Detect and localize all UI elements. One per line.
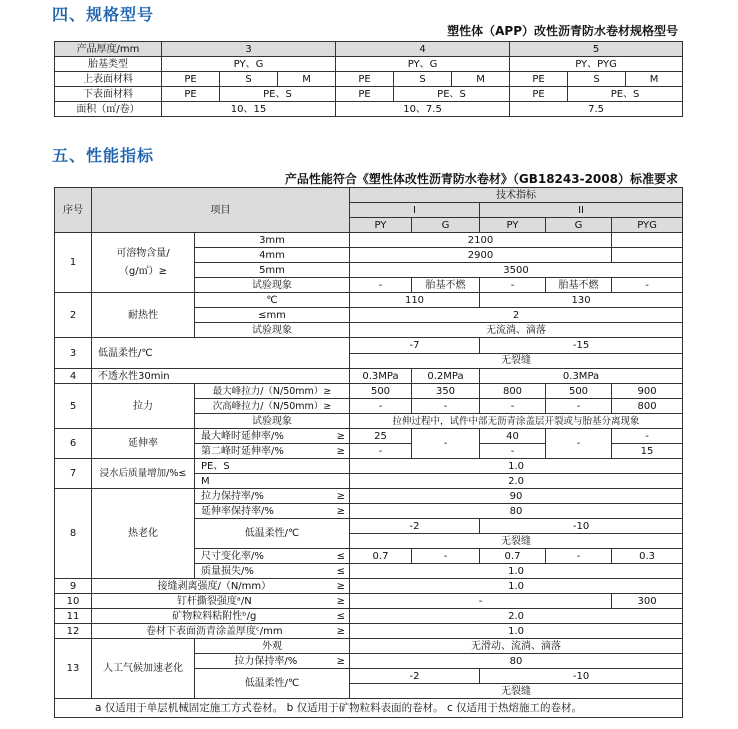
value-cell: - bbox=[480, 399, 546, 414]
value-cell: 800 bbox=[480, 384, 546, 399]
sub-item-label: 拉力保持率/% bbox=[201, 490, 264, 502]
value-cell: 胎基不燃 bbox=[546, 278, 612, 293]
value-cell: - bbox=[546, 549, 612, 564]
sub-item: ℃ bbox=[195, 293, 350, 308]
spec-label-area: 面积（㎡/卷） bbox=[55, 102, 162, 117]
value-cell: 80 bbox=[350, 654, 683, 669]
sub-item bbox=[195, 654, 350, 669]
row-no: 4 bbox=[55, 369, 92, 384]
value-cell: 3500 bbox=[350, 263, 683, 278]
row-no: 1 bbox=[55, 233, 92, 293]
header-col: PYG bbox=[612, 218, 683, 233]
spec-label-upper: 上表面材料 bbox=[55, 72, 162, 87]
op-symbol: ≤ bbox=[336, 550, 345, 562]
row-name bbox=[92, 579, 350, 594]
value-cell: - bbox=[350, 399, 412, 414]
row-name-label: 接缝剥离强度/（N/mm） bbox=[157, 580, 272, 592]
value-cell: 90 bbox=[350, 489, 683, 504]
row-no: 9 bbox=[55, 579, 92, 594]
value-cell: 350 bbox=[412, 384, 480, 399]
op-symbol: ≥ bbox=[336, 445, 345, 457]
value-cell: 110 bbox=[350, 293, 480, 308]
value-cell: 1.0 bbox=[350, 564, 683, 579]
value-cell: 800 bbox=[612, 399, 683, 414]
spec-cell: M bbox=[278, 72, 336, 87]
value-cell: 0.3MPa bbox=[480, 369, 683, 384]
header-col: PY bbox=[480, 218, 546, 233]
value-cell: 130 bbox=[480, 293, 683, 308]
sub-item: 最大峰拉力/（N/50mm）≥ bbox=[195, 384, 350, 399]
value-cell: 胎基不燃 bbox=[412, 278, 480, 293]
spec-cell: S bbox=[220, 72, 278, 87]
row-name-line: 可溶物含量/ bbox=[116, 247, 170, 259]
op-symbol: ≤ bbox=[336, 610, 345, 622]
sub-item: 外观 bbox=[195, 639, 350, 654]
value-cell: -15 bbox=[480, 338, 683, 354]
sub-item-label: 尺寸变化率/% bbox=[201, 550, 264, 562]
spec-cell: 10、7.5 bbox=[336, 102, 510, 117]
sub-item: 5mm bbox=[195, 263, 350, 278]
row-no: 3 bbox=[55, 338, 92, 369]
value-cell: 2100 bbox=[350, 233, 612, 248]
spec-cell: PY、G bbox=[162, 57, 336, 72]
value-cell: -2 bbox=[350, 669, 480, 684]
section5-subtitle: 产品性能符合《塑性体改性沥青防水卷材》（GB18243-2008）标准要求 bbox=[284, 172, 678, 186]
row-no: 13 bbox=[55, 639, 92, 699]
spec-cell: PE、S bbox=[394, 87, 510, 102]
row-no: 2 bbox=[55, 293, 92, 338]
row-name: 浸水后质量增加/%≤ bbox=[92, 459, 195, 489]
value-cell: 0.2MPa bbox=[412, 369, 480, 384]
row-name bbox=[92, 594, 350, 609]
value-cell: 40 bbox=[480, 429, 546, 444]
row-name-line: （g/㎡）≥ bbox=[118, 265, 168, 277]
sub-item bbox=[195, 504, 350, 519]
sub-item: 3mm bbox=[195, 233, 350, 248]
value-cell: - bbox=[612, 429, 683, 444]
row-no: 5 bbox=[55, 384, 92, 429]
value-cell: 无裂缝 bbox=[350, 684, 683, 699]
sub-item bbox=[195, 429, 350, 444]
row-name bbox=[92, 624, 350, 639]
sub-item: 低温柔性/℃ bbox=[195, 519, 350, 549]
header-tech: 技术指标 bbox=[350, 188, 683, 203]
value-cell: 80 bbox=[350, 504, 683, 519]
header-col: G bbox=[412, 218, 480, 233]
header-item: 项目 bbox=[92, 188, 350, 233]
sub-item: PE、S bbox=[195, 459, 350, 474]
value-cell: 300 bbox=[612, 594, 683, 609]
value-cell: 0.3MPa bbox=[350, 369, 412, 384]
value-cell: 15 bbox=[612, 444, 683, 459]
sub-item: ≤mm bbox=[195, 308, 350, 323]
sub-item-label: 最大峰时延伸率/% bbox=[201, 430, 284, 442]
value-cell: - bbox=[412, 549, 480, 564]
value-cell: 2 bbox=[350, 308, 683, 323]
row-name: 耐热性 bbox=[92, 293, 195, 338]
row-name: 低温柔性/℃ bbox=[92, 338, 350, 369]
row-name: 人工气候加速老化 bbox=[92, 639, 195, 699]
spec-cell: M bbox=[626, 72, 683, 87]
performance-table bbox=[54, 187, 683, 718]
row-name bbox=[92, 233, 195, 293]
row-name: 不透水性30min bbox=[92, 369, 350, 384]
value-cell: 无裂缝 bbox=[350, 534, 683, 549]
value-cell: 500 bbox=[546, 384, 612, 399]
row-name: 延伸率 bbox=[92, 429, 195, 459]
spec-cell: 4 bbox=[336, 42, 510, 57]
row-name bbox=[92, 609, 350, 624]
value-cell: 1.0 bbox=[350, 624, 683, 639]
row-name-label: 钉杆撕裂强度ᵃ/N bbox=[176, 595, 252, 607]
value-cell: 500 bbox=[350, 384, 412, 399]
table-footnote: a 仅适用于单层机械固定施工方式卷材。 b 仅适用于矿物粒料表面的卷材。 c 仅适用于热熔施工的卷材。 bbox=[55, 699, 683, 718]
spec-cell: 3 bbox=[162, 42, 336, 57]
spec-cell: S bbox=[394, 72, 452, 87]
sub-item-label: 拉力保持率/% bbox=[234, 655, 298, 667]
sub-item bbox=[195, 444, 350, 459]
row-name-label: 矿物粒料粘附性ᵇ/g bbox=[172, 610, 257, 622]
value-cell bbox=[612, 233, 683, 248]
op-symbol: ≤ bbox=[336, 565, 345, 577]
value-cell: 无滑动、流淌、滴落 bbox=[350, 639, 683, 654]
sub-item: 次高峰拉力/（N/50mm）≥ bbox=[195, 399, 350, 414]
sub-item-label: 第二峰时延伸率/% bbox=[201, 445, 284, 457]
header-group-2: II bbox=[480, 203, 683, 218]
sub-item: 试验现象 bbox=[195, 323, 350, 338]
row-no: 10 bbox=[55, 594, 92, 609]
value-cell: 1.0 bbox=[350, 579, 683, 594]
value-cell: - bbox=[412, 399, 480, 414]
value-cell: - bbox=[350, 444, 412, 459]
value-cell: - bbox=[412, 429, 480, 459]
spec-table bbox=[54, 41, 683, 117]
sub-item-label: 延伸率保持率/% bbox=[201, 505, 274, 517]
sub-item bbox=[195, 489, 350, 504]
sub-item: 低温柔性/℃ bbox=[195, 669, 350, 699]
spec-cell: PE bbox=[510, 72, 568, 87]
value-cell: -10 bbox=[480, 669, 683, 684]
value-cell: 1.0 bbox=[350, 459, 683, 474]
op-symbol: ≥ bbox=[336, 505, 345, 517]
sub-item: M bbox=[195, 474, 350, 489]
spec-cell: PE bbox=[336, 72, 394, 87]
value-cell: 2.0 bbox=[350, 609, 683, 624]
row-no: 6 bbox=[55, 429, 92, 459]
row-name-label: 卷材下表面沥青涂盖厚度ᶜ/mm bbox=[146, 625, 283, 637]
row-no: 11 bbox=[55, 609, 92, 624]
value-cell: -2 bbox=[350, 519, 480, 534]
spec-cell: M bbox=[452, 72, 510, 87]
op-symbol: ≥ bbox=[336, 580, 345, 592]
spec-cell: PE bbox=[510, 87, 568, 102]
value-cell: - bbox=[480, 278, 546, 293]
value-cell: - bbox=[546, 399, 612, 414]
op-symbol: ≥ bbox=[336, 655, 345, 667]
sub-item: 4mm bbox=[195, 248, 350, 263]
spec-cell: S bbox=[568, 72, 626, 87]
op-symbol: ≥ bbox=[336, 595, 345, 607]
row-no: 7 bbox=[55, 459, 92, 489]
op-symbol: ≥ bbox=[336, 430, 345, 442]
spec-label-lower: 下表面材料 bbox=[55, 87, 162, 102]
spec-label-base: 胎基类型 bbox=[55, 57, 162, 72]
value-cell: 无流淌、滴落 bbox=[350, 323, 683, 338]
sub-item-label: 质量损失/% bbox=[201, 565, 254, 577]
value-cell: 25 bbox=[350, 429, 412, 444]
value-cell: 0.3 bbox=[612, 549, 683, 564]
value-cell: 0.7 bbox=[350, 549, 412, 564]
spec-cell: 7.5 bbox=[510, 102, 683, 117]
spec-cell: PE bbox=[336, 87, 394, 102]
spec-cell: PE、S bbox=[220, 87, 336, 102]
value-cell: 2.0 bbox=[350, 474, 683, 489]
row-name: 拉力 bbox=[92, 384, 195, 429]
spec-cell: PE、S bbox=[568, 87, 683, 102]
sub-item: 试验现象 bbox=[195, 414, 350, 429]
section4-subtitle: 塑性体（APP）改性沥青防水卷材规格型号 bbox=[447, 24, 678, 38]
value-cell: -10 bbox=[480, 519, 683, 534]
value-cell: - bbox=[350, 594, 612, 609]
section5-title: 五、性能指标 bbox=[52, 146, 155, 165]
header-col: PY bbox=[350, 218, 412, 233]
value-cell: 900 bbox=[612, 384, 683, 399]
value-cell: 拉伸过程中，试件中部无沥青涂盖层开裂或与胎基分离现象 bbox=[350, 414, 683, 429]
value-cell: - bbox=[612, 278, 683, 293]
value-cell: 2900 bbox=[350, 248, 612, 263]
row-name: 热老化 bbox=[92, 489, 195, 579]
value-cell: 0.7 bbox=[480, 549, 546, 564]
spec-cell: PE bbox=[162, 87, 220, 102]
sub-item bbox=[195, 564, 350, 579]
value-cell bbox=[612, 248, 683, 263]
op-symbol: ≥ bbox=[336, 625, 345, 637]
sub-item bbox=[195, 549, 350, 564]
header-no: 序号 bbox=[55, 188, 92, 233]
op-symbol: ≥ bbox=[336, 490, 345, 502]
row-no: 12 bbox=[55, 624, 92, 639]
header-group-1: I bbox=[350, 203, 480, 218]
spec-cell: PE bbox=[162, 72, 220, 87]
sub-item: 试验现象 bbox=[195, 278, 350, 293]
spec-cell: PY、G bbox=[336, 57, 510, 72]
spec-cell: 10、15 bbox=[162, 102, 336, 117]
row-no: 8 bbox=[55, 489, 92, 579]
value-cell: - bbox=[350, 278, 412, 293]
spec-cell: 5 bbox=[510, 42, 683, 57]
spec-cell: PY、PYG bbox=[510, 57, 683, 72]
value-cell: 无裂缝 bbox=[350, 353, 683, 369]
value-cell: - bbox=[546, 429, 612, 459]
spec-label-thickness: 产品厚度/mm bbox=[55, 42, 162, 57]
section4-title: 四、规格型号 bbox=[52, 5, 155, 24]
header-col: G bbox=[546, 218, 612, 233]
value-cell: -7 bbox=[350, 338, 480, 354]
value-cell: - bbox=[480, 444, 546, 459]
